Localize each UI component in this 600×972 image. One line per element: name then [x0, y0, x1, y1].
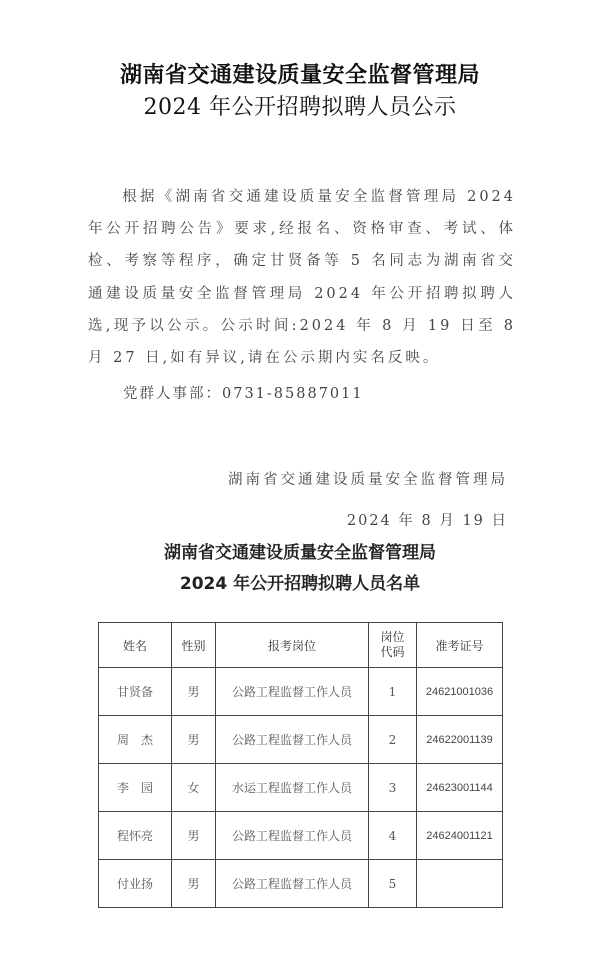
cell-code: 4 — [369, 812, 417, 860]
col-header-code-line2: 代码 — [380, 645, 405, 659]
table-row — [99, 668, 503, 716]
table-row — [99, 716, 503, 764]
cell-exam-no — [417, 860, 503, 908]
candidate-table — [98, 622, 503, 908]
col-header-code-line1: 岗位 — [380, 630, 405, 644]
cell-name: 付业扬 — [99, 860, 172, 908]
col-header-exam-no: 准考证号 — [417, 623, 503, 668]
cell-gender: 男 — [172, 860, 216, 908]
cell-exam-no: 24623001144 — [417, 764, 503, 812]
cell-position: 水运工程监督工作人员 — [216, 764, 369, 812]
contact-line: 党群人事部：0731-85887011 — [123, 386, 364, 402]
issuer-signature: 湖南省交通建设质量安全监督管理局 — [228, 472, 508, 488]
cell-name: 李 园 — [99, 764, 172, 812]
notice-body-text: 根据《湖南省交通建设质量安全监督管理局 2024 年公开招聘公告》要求,经报名、资格审查、考试、体检、考察等程序，确定甘贤备等 5 名同志为湖南省交通建设质量安全监督管理局 2024 年公开招聘拟聘人选,现予以公示。公示时间:2024 年 8 月 19 日至 8 月 27 日,如有异议,请在公示期内实名反映。 — [88, 189, 516, 367]
cell-gender: 男 — [172, 812, 216, 860]
cell-exam-no: 24622001139 — [417, 716, 503, 764]
notice-title-line2: 2024 年公开招聘拟聘人员公示 — [143, 95, 457, 120]
cell-position: 公路工程监督工作人员 — [216, 860, 369, 908]
cell-position: 公路工程监督工作人员 — [216, 716, 369, 764]
issue-date: 2024 年 8 月 19 日 — [346, 513, 508, 529]
cell-code: 3 — [369, 764, 417, 812]
col-header-position: 报考岗位 — [216, 623, 369, 668]
cell-name: 周 杰 — [99, 716, 172, 764]
cell-gender: 男 — [172, 716, 216, 764]
notice-title-line1: 湖南省交通建设质量安全监督管理局 — [119, 62, 480, 88]
cell-gender: 女 — [172, 764, 216, 812]
cell-exam-no: 24621001036 — [417, 668, 503, 716]
notice-body — [88, 181, 516, 374]
col-header-gender: 性别 — [172, 623, 216, 668]
cell-position: 公路工程监督工作人员 — [216, 668, 369, 716]
list-title-line2: 2024 年公开招聘拟聘人员名单 — [179, 574, 421, 594]
cell-exam-no: 24624001121 — [417, 812, 503, 860]
table-row — [99, 860, 503, 908]
cell-position: 公路工程监督工作人员 — [216, 812, 369, 860]
cell-code: 5 — [369, 860, 417, 908]
cell-code: 1 — [369, 668, 417, 716]
cell-name: 甘贤备 — [99, 668, 172, 716]
table-row — [99, 812, 503, 860]
col-header-name: 姓名 — [99, 623, 172, 668]
cell-code: 2 — [369, 716, 417, 764]
table-header-row — [99, 623, 503, 668]
list-title-line1: 湖南省交通建设质量安全监督管理局 — [164, 543, 436, 563]
col-header-code — [369, 623, 417, 668]
cell-name: 程怀亮 — [99, 812, 172, 860]
cell-gender: 男 — [172, 668, 216, 716]
table-row — [99, 764, 503, 812]
